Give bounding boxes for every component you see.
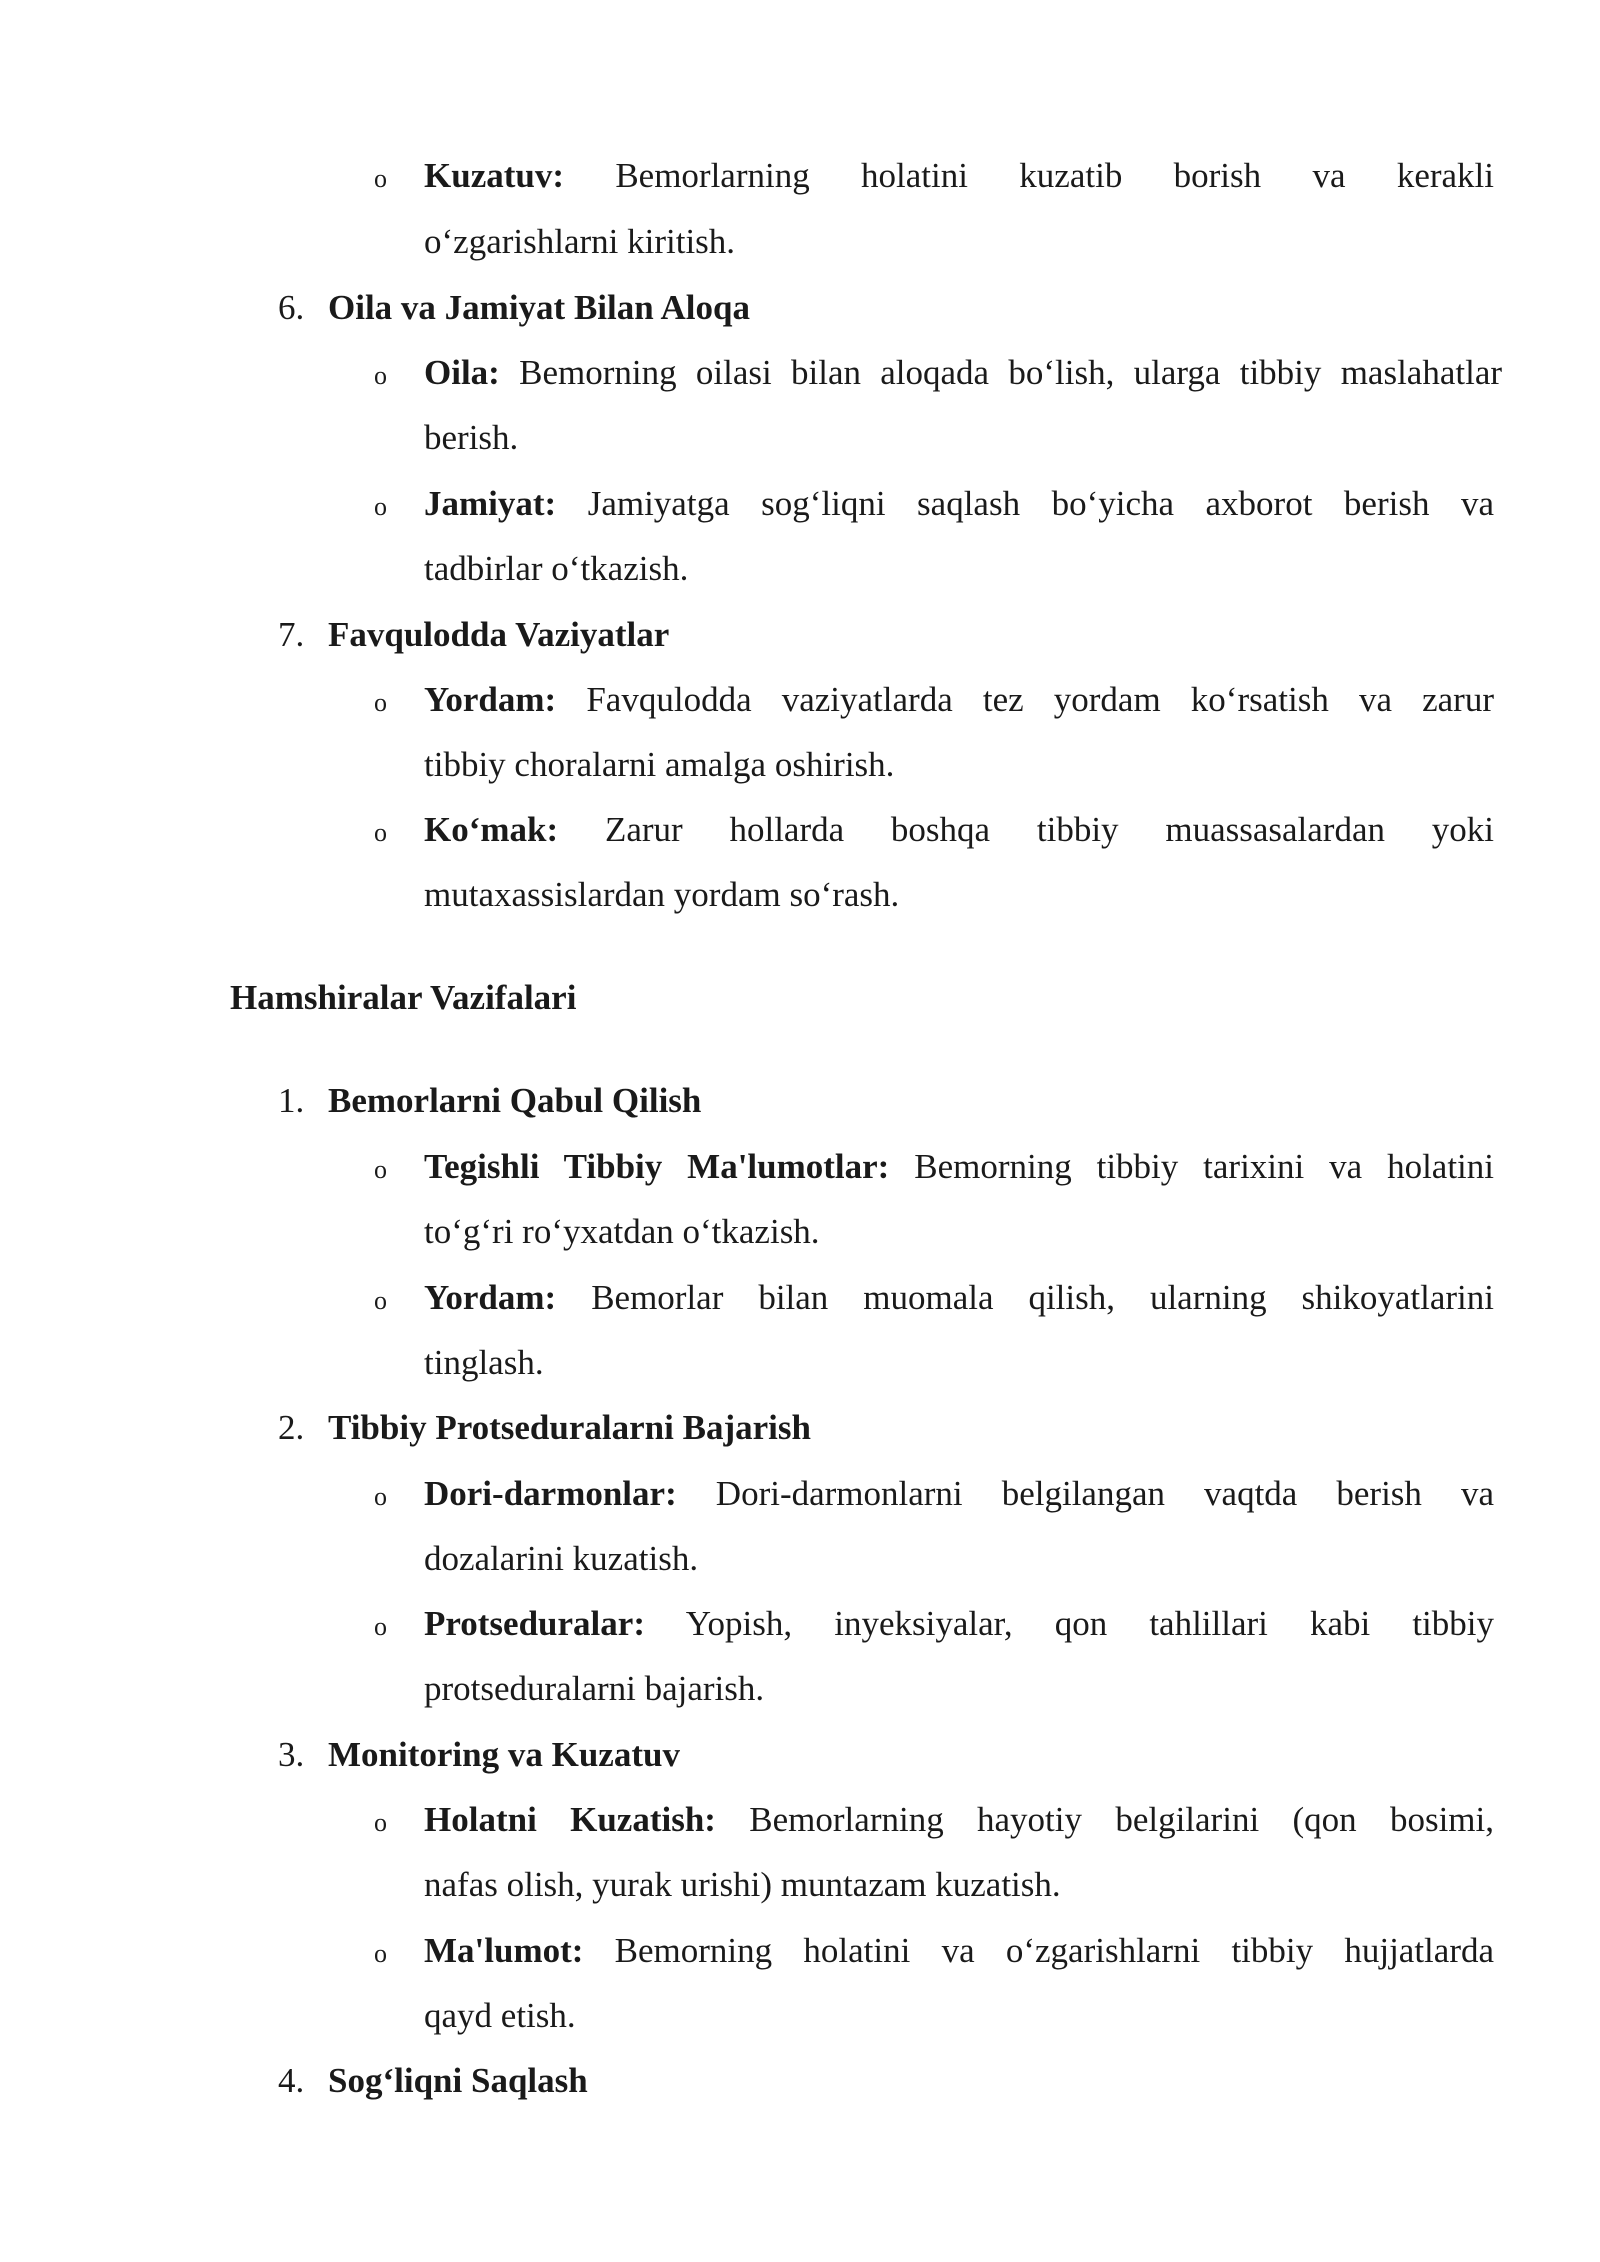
bullet-body: Bemorlar bilan muomala qilish, ularning shikoyatlarini	[591, 1278, 1495, 1317]
bullet-label: Yordam:	[424, 1278, 557, 1317]
list-number: 6.	[278, 288, 305, 327]
list-number: 3.	[278, 1735, 305, 1774]
list-item-title: Tibbiy Protseduralarni Bajarish	[328, 1408, 811, 1447]
bullet-body: Yopish, inyeksiyalar, qon tahlillari kabi tibbiy	[685, 1604, 1494, 1643]
bullet-text-line	[424, 1280, 1494, 1315]
bullet-marker: o	[374, 688, 387, 717]
list-item-title: Favqulodda Vaziyatlar	[328, 615, 670, 654]
bullet-body: Favqulodda vaziyatlarda tez yordam ko‘rsatish va zarur	[586, 680, 1494, 719]
bullet-marker: o	[374, 1808, 387, 1837]
bullet-text-line	[424, 812, 1494, 847]
bullet-body: Bemorlarning holatini kuzatib borish va kerakli	[615, 156, 1494, 195]
bullet-label: Ko‘mak:	[424, 810, 559, 849]
bullet-marker: o	[374, 164, 387, 193]
bullet-text-line: tinglash.	[424, 1343, 544, 1382]
bullet-marker: o	[374, 492, 387, 521]
bullet-body: Bemorning tibbiy tarixini va holatini	[914, 1147, 1494, 1186]
list-number: 4.	[278, 2061, 305, 2100]
list-item-title: Sog‘liqni Saqlash	[328, 2061, 588, 2100]
list-number: 7.	[278, 615, 305, 654]
bullet-label: Tegishli Tibbiy Ma'lumotlar:	[424, 1147, 890, 1186]
bullet-text-line: nafas olish, yurak urishi) muntazam kuzatish.	[424, 1865, 1061, 1904]
bullet-text-line	[424, 1802, 1494, 1837]
bullet-body: Bemorlarning hayotiy belgilarini (qon bosimi,	[749, 1800, 1495, 1839]
bullet-text-line: tibbiy choralarni amalga oshirish.	[424, 745, 895, 784]
bullet-text-line	[424, 1933, 1494, 1968]
list-item-title: Oila va Jamiyat Bilan Aloqa	[328, 288, 750, 327]
bullet-text-line	[424, 1149, 1494, 1184]
bullet-marker: o	[374, 818, 387, 847]
bullet-label: Yordam:	[424, 680, 557, 719]
bullet-text-line	[424, 682, 1494, 717]
bullet-body: Zarur hollarda boshqa tibbiy muassasalardan yoki	[604, 810, 1494, 849]
bullet-label: Dori-darmonlar:	[424, 1474, 677, 1513]
bullet-marker: o	[374, 1482, 387, 1511]
bullet-text-line: o‘zgarishlarni kiritish.	[424, 222, 736, 261]
bullet-marker: o	[374, 1612, 387, 1641]
bullet-body: Dori-darmonlarni belgilangan vaqtda berish va	[715, 1474, 1494, 1513]
bullet-text-line: protseduralarni bajarish.	[424, 1669, 765, 1708]
bullet-label: Jamiyat:	[424, 484, 557, 523]
bullet-marker: o	[374, 1939, 387, 1968]
list-item-title: Bemorlarni Qabul Qilish	[328, 1081, 702, 1120]
bullet-marker: o	[374, 361, 387, 390]
list-number: 1.	[278, 1081, 305, 1120]
list-number: 2.	[278, 1408, 305, 1447]
bullet-body: Bemorning holatini va o‘zgarishlarni tibbiy hujjatlarda	[614, 1931, 1495, 1970]
bullet-label: Protseduralar:	[424, 1604, 645, 1643]
bullet-marker: o	[374, 1286, 387, 1315]
bullet-text-line: dozalarini kuzatish.	[424, 1539, 699, 1578]
bullet-text-line	[424, 1606, 1494, 1641]
list-item-title: Monitoring va Kuzatuv	[328, 1735, 680, 1774]
section-heading: Hamshiralar Vazifalari	[230, 978, 577, 1017]
bullet-text-line	[424, 486, 1494, 521]
bullet-text-line: berish.	[424, 418, 519, 457]
bullet-label: Ma'lumot:	[424, 1931, 584, 1970]
bullet-text-line	[424, 1476, 1494, 1511]
bullet-label: Oila:	[424, 353, 500, 392]
bullet-body: Jamiyatga sog‘liqni saqlash bo‘yicha axborot berish va	[587, 484, 1495, 523]
bullet-text-line	[424, 158, 1494, 193]
bullet-text-line: to‘g‘ri ro‘yxatdan o‘tkazish.	[424, 1212, 820, 1251]
bullet-text-line: tadbirlar o‘tkazish.	[424, 549, 689, 588]
bullet-text-line: qayd etish.	[424, 1996, 576, 2035]
bullet-label: Kuzatuv:	[424, 156, 564, 195]
bullet-text-line	[424, 355, 1502, 390]
bullet-text-line: mutaxassislardan yordam so‘rash.	[424, 875, 900, 914]
bullet-label: Holatni Kuzatish:	[424, 1800, 716, 1839]
bullet-body: Bemorning oilasi bilan aloqada bo‘lish, ularga tibbiy maslahatlar	[519, 353, 1503, 392]
bullet-marker: o	[374, 1155, 387, 1184]
